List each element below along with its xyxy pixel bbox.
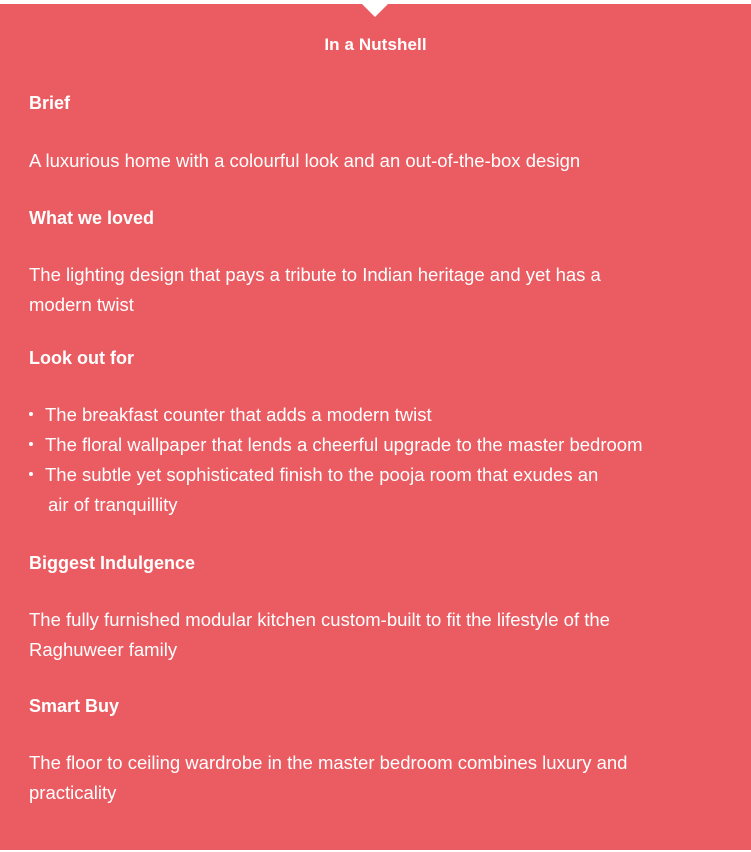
list-item-text-continued: air of tranquillity [48, 494, 178, 515]
brief-heading: Brief [29, 93, 71, 113]
list-item-text: The breakfast counter that adds a modern twist [45, 404, 432, 425]
list-item-text: The subtle yet sophisticated finish to the pooja room that exudes an [45, 464, 599, 485]
loved-heading: What we loved [29, 208, 155, 228]
loved-text [29, 260, 719, 320]
indulgence-heading: Biggest Indulgence [29, 553, 196, 573]
smartbuy-heading: Smart Buy [29, 696, 120, 716]
smartbuy-text-line: practicality [29, 782, 117, 803]
lookout-heading: Look out for [29, 348, 134, 368]
list-item [29, 460, 729, 520]
indulgence-text-line: The fully furnished modular kitchen custom-built to fit the lifestyle of the [29, 609, 610, 630]
panel-title: In a Nutshell [324, 35, 427, 54]
nutshell-panel [0, 4, 751, 850]
brief-text: A luxurious home with a colourful look and an out-of-the-box design [29, 150, 581, 171]
list-item [29, 400, 729, 430]
list-item [29, 430, 729, 460]
indulgence-text-line: Raghuweer family [29, 639, 178, 660]
bullet-icon [29, 412, 33, 416]
bullet-icon [29, 472, 33, 476]
loved-text-line: The lighting design that pays a tribute to Indian heritage and yet has a [29, 264, 601, 285]
bullet-icon [29, 442, 33, 446]
loved-text-line: modern twist [29, 294, 134, 315]
smartbuy-text-line: The floor to ceiling wardrobe in the master bedroom combines luxury and [29, 752, 628, 773]
indulgence-text [29, 605, 719, 665]
pointer-notch-icon [362, 4, 388, 17]
smartbuy-text [29, 748, 719, 808]
lookout-list [29, 400, 729, 520]
list-item-text: The floral wallpaper that lends a cheerful upgrade to the master bedroom [45, 434, 643, 455]
